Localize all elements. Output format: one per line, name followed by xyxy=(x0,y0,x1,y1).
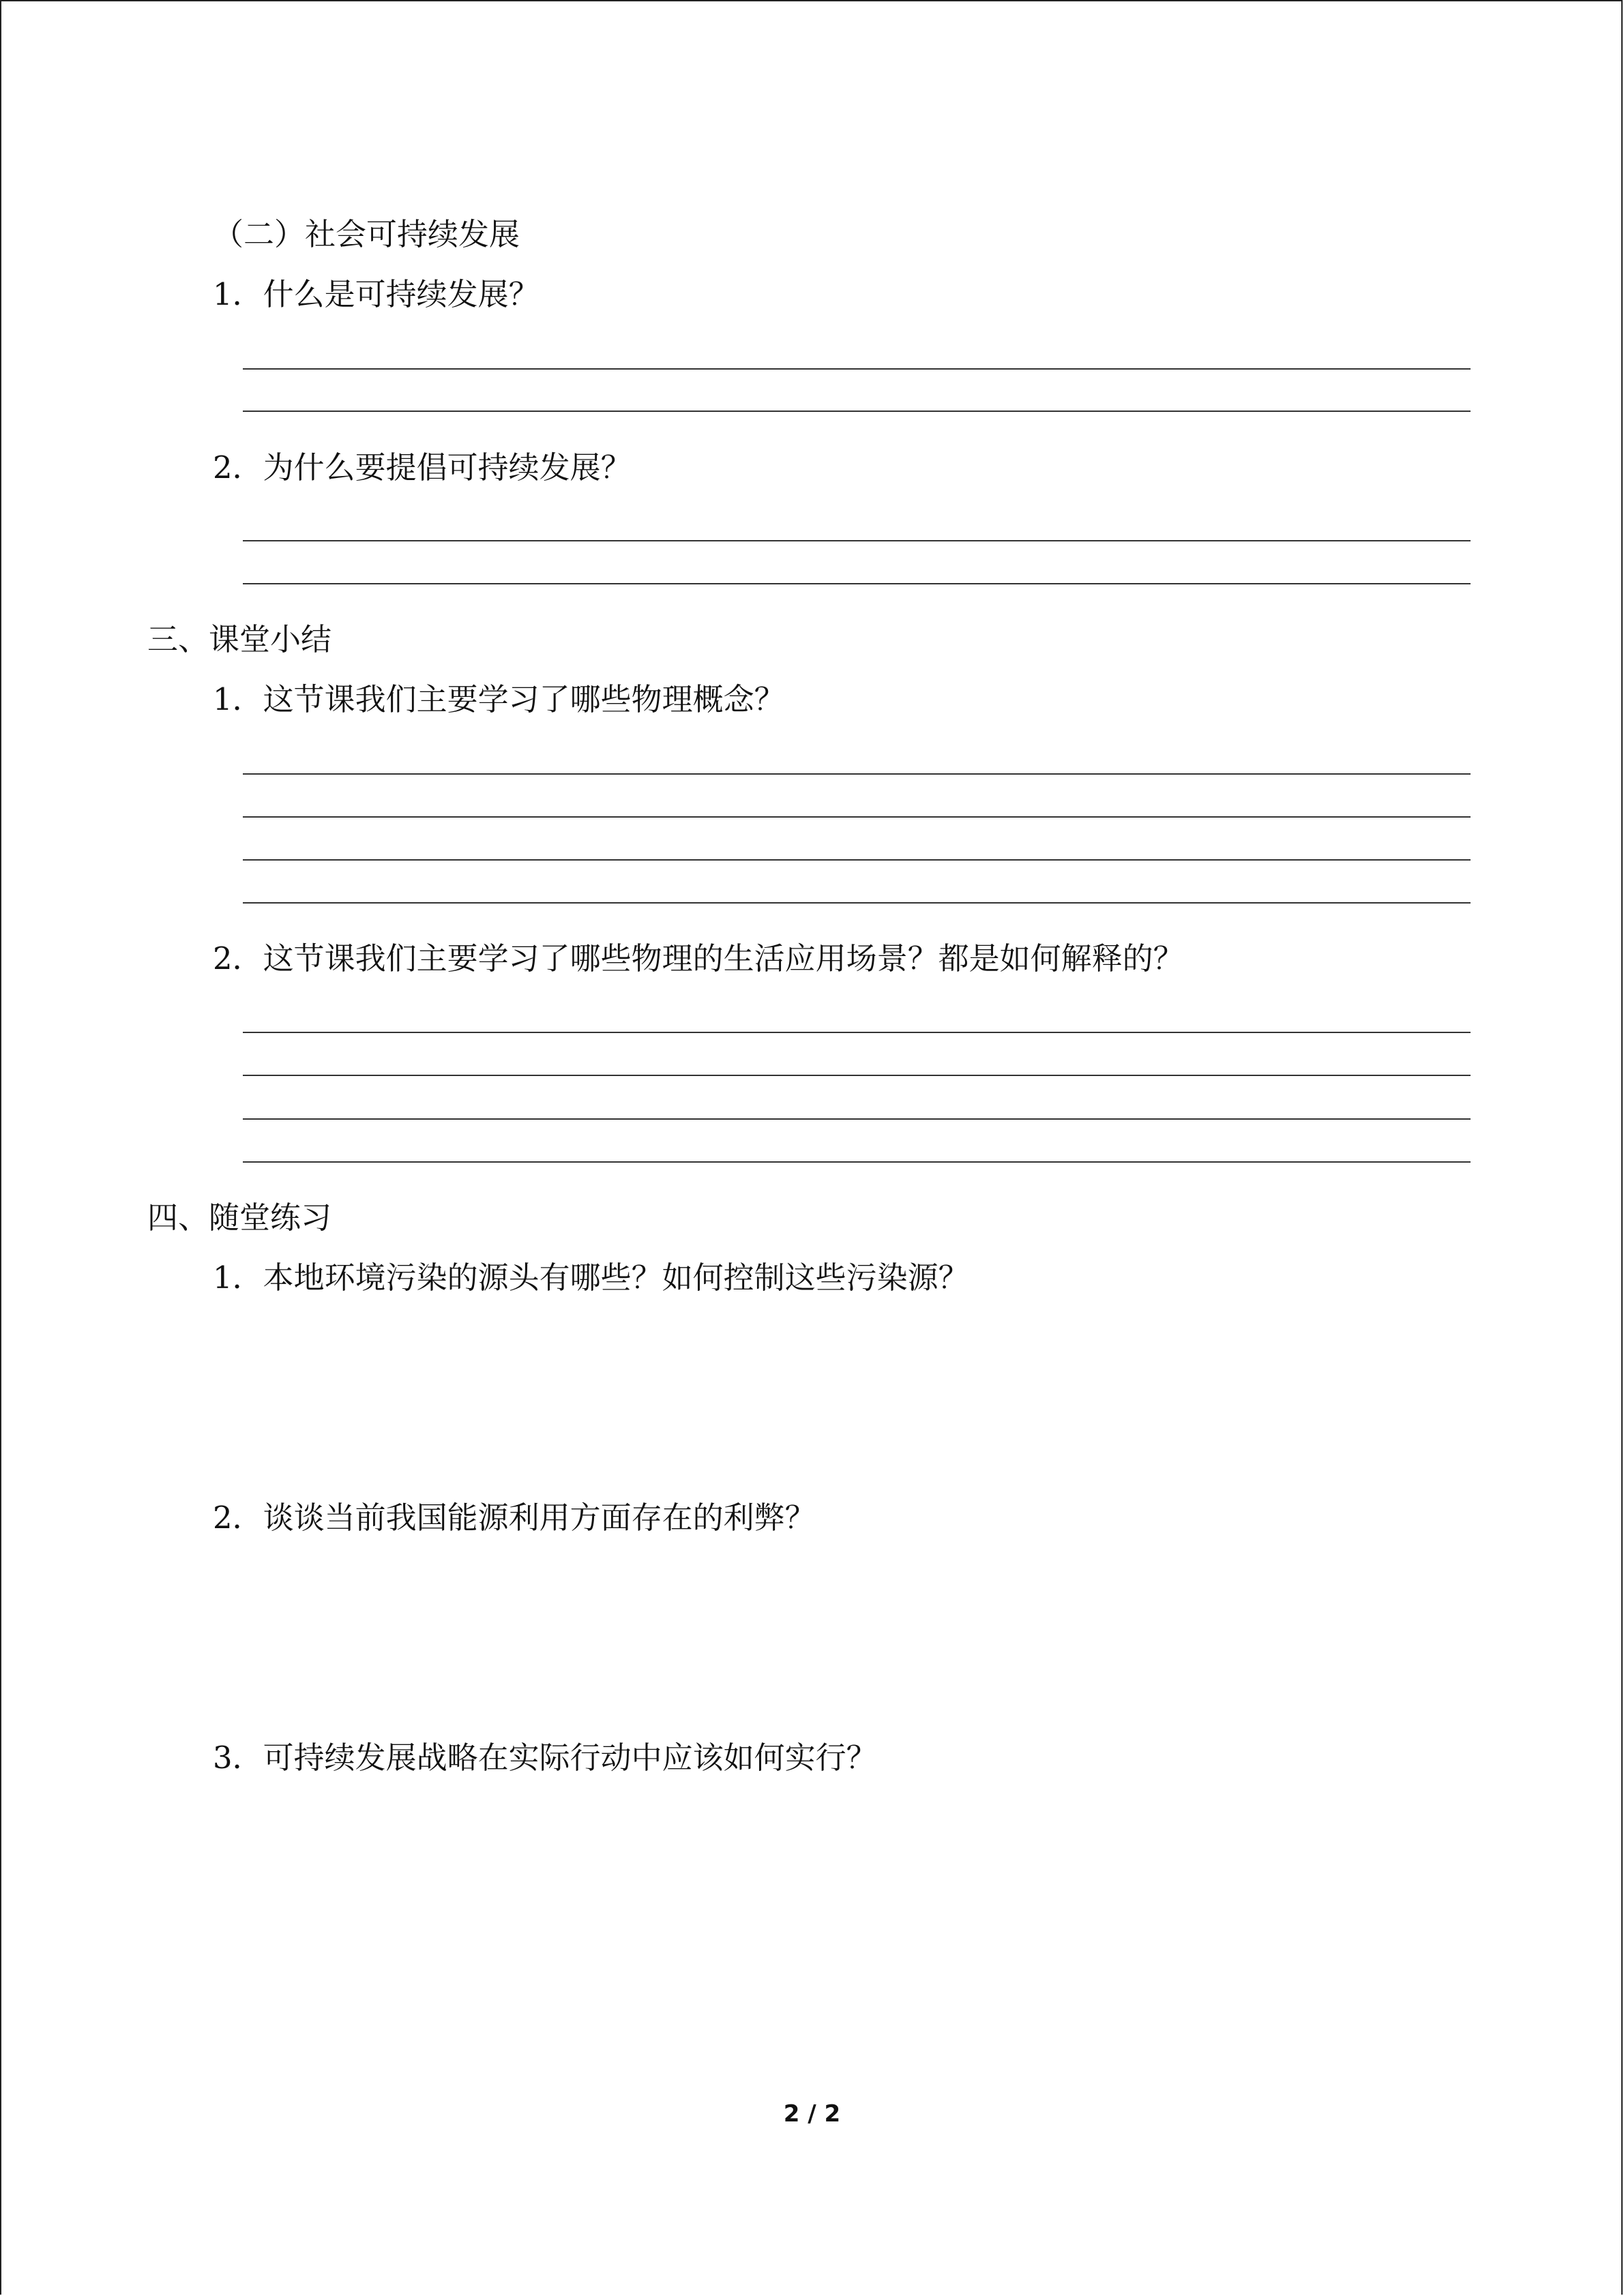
answer-line xyxy=(243,1075,1471,1076)
answer-line xyxy=(243,1118,1471,1120)
question-3-1: 1．这节课我们主要学习了哪些物理概念？ xyxy=(213,681,785,717)
question-3-2: 2．这节课我们主要学习了哪些物理的生活应用场景？都是如何解释的？ xyxy=(213,940,1184,976)
answer-line xyxy=(243,540,1471,541)
answer-line xyxy=(243,411,1471,412)
question-2-1: 1．什么是可持续发展？ xyxy=(213,276,540,312)
question-4-3: 3．可持续发展战略在实际行动中应该如何实行？ xyxy=(213,1740,877,1776)
answer-line xyxy=(243,1032,1471,1033)
page-number: 2 / 2 xyxy=(783,2100,841,2128)
question-4-2: 2．谈谈当前我国能源利用方面存在的利弊？ xyxy=(213,1500,816,1536)
answer-line xyxy=(243,583,1471,584)
answer-line xyxy=(243,773,1471,775)
section-heading-summary: 三、课堂小结 xyxy=(147,621,332,657)
question-2-2: 2．为什么要提倡可持续发展？ xyxy=(213,449,632,486)
answer-line xyxy=(243,368,1471,370)
answer-line xyxy=(243,902,1471,904)
answer-line xyxy=(243,1161,1471,1163)
section-heading-practice: 四、随堂练习 xyxy=(147,1199,332,1236)
question-4-1: 1．本地环境污染的源头有哪些？如何控制这些污染源？ xyxy=(213,1259,969,1296)
answer-line xyxy=(243,816,1471,818)
answer-line xyxy=(243,859,1471,861)
sub-heading-sustainable-development: （二）社会可持续发展 xyxy=(213,216,520,252)
